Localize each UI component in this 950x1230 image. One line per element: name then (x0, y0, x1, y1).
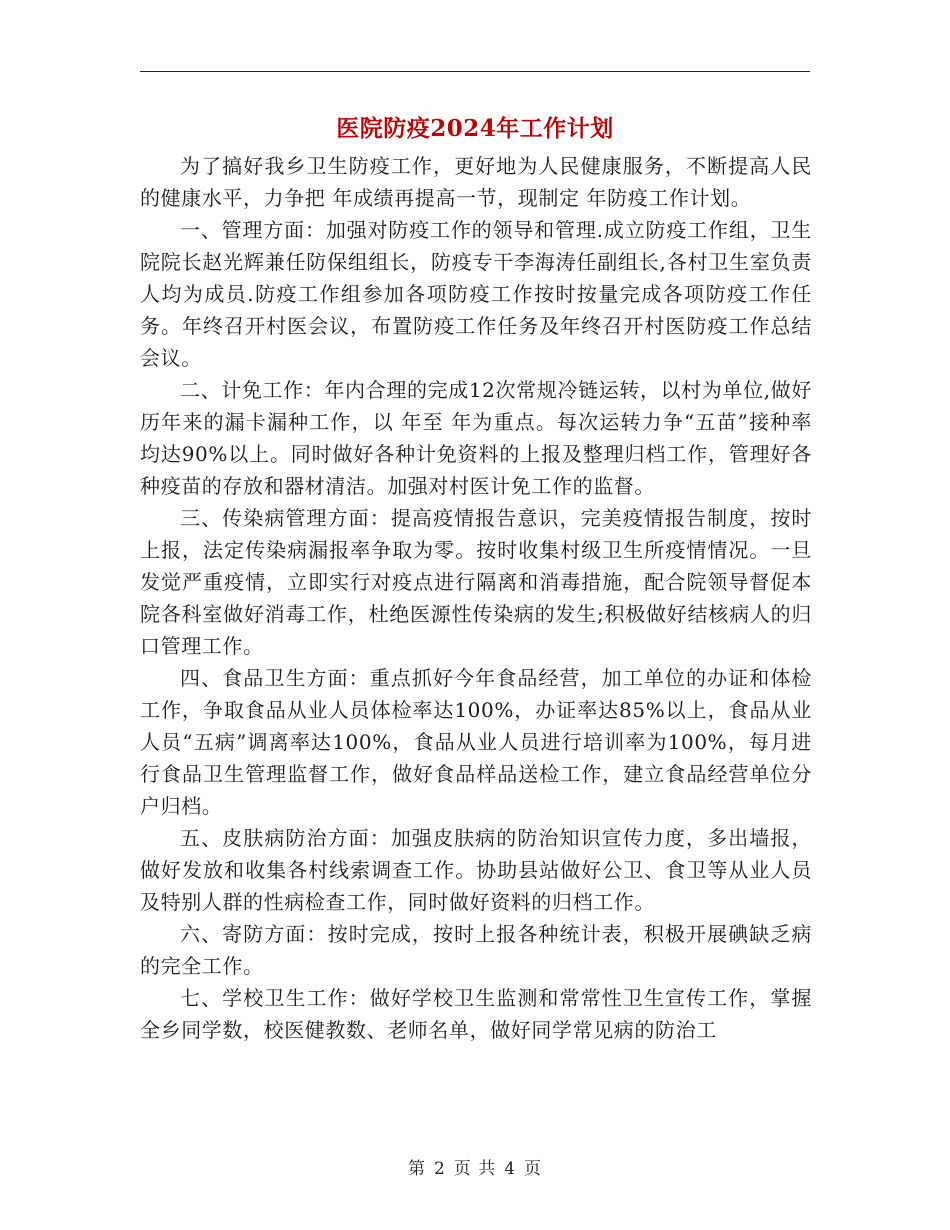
total-pages-number: 4 (504, 1159, 517, 1179)
current-page-number: 2 (433, 1159, 446, 1179)
section-management-paragraph: 一、管理方面：加强对防疫工作的领导和管理.成立防疫工作组，卫生院院长赵光辉兼任防保组组长，防疫专干李海涛任副组长,各村卫生室负责人均为成员.防疫工作组参加各项防疫工作按时按量完成各项防疫工作任务。年终召开村医会议，布置防疫工作任务及年终召开村医防疫工作总结会议。 (140, 218, 812, 370)
section-food-hygiene-paragraph: 四、食品卫生方面：重点抓好今年食品经营，加工单位的办证和体检工作，争取食品从业人员体检率达100%，办证率达85%以上，食品从业人员“五病”调离率达100%，食品从业人员进行培训率为100%，每月进行食品卫生管理监督工作，做好食品样品送检工作，建立食品经营单位分户归档。 (140, 666, 812, 818)
footer-prefix: 第 (407, 1159, 426, 1179)
section-parasite-prevention-paragraph: 六、寄防方面：按时完成，按时上报各种统计表，积极开展碘缺乏病的完全工作。 (140, 922, 812, 978)
footer-suffix: 页 (524, 1159, 543, 1179)
section-immunization-paragraph: 二、计免工作：年内合理的完成12次常规冷链运转，以村为单位,做好历年来的漏卡漏种工作，以 年至 年为重点。每次运转力争“五苗”接种率均达90%以上。同时做好各种计免资料的上报及整理归档工作，管理好各种疫苗的存放和器材清洁。加强对村医计免工作的监督。 (140, 378, 812, 498)
footer-middle: 页 共 (453, 1159, 497, 1179)
section-infectious-disease-paragraph: 三、传染病管理方面：提高疫情报告意识，完美疫情报告制度，按时上报，法定传染病漏报率争取为零。按时收集村级卫生所疫情情况。一旦发觉严重疫情，立即实行对疫点进行隔离和消毒措施，配合院领导督促本院各科室做好消毒工作，杜绝医源性传染病的发生;积极做好结核病人的归口管理工作。 (140, 506, 812, 658)
section-school-hygiene-paragraph: 七、学校卫生工作：做好学校卫生监测和常常性卫生宣传工作，掌握全乡同学数，校医健教数、老师名单，做好同学常见病的防治工 (140, 986, 812, 1042)
section-skin-disease-paragraph: 五、皮肤病防治方面：加强皮肤病的防治知识宣传力度，多出墙报，做好发放和收集各村线索调查工作。协助县站做好公卫、食卫等从业人员及特别人群的性病检查工作，同时做好资料的归档工作。 (140, 826, 812, 914)
document-body (140, 150, 812, 1046)
page-footer (0, 1154, 950, 1179)
header-rule (140, 71, 810, 72)
intro-paragraph: 为了搞好我乡卫生防疫工作，更好地为人民健康服务，不断提高人民的健康水平，力争把 年成绩再提高一节，现制定 年防疫工作计划。 (140, 154, 812, 210)
document-title: 医院防疫2024年工作计划 (336, 115, 614, 142)
